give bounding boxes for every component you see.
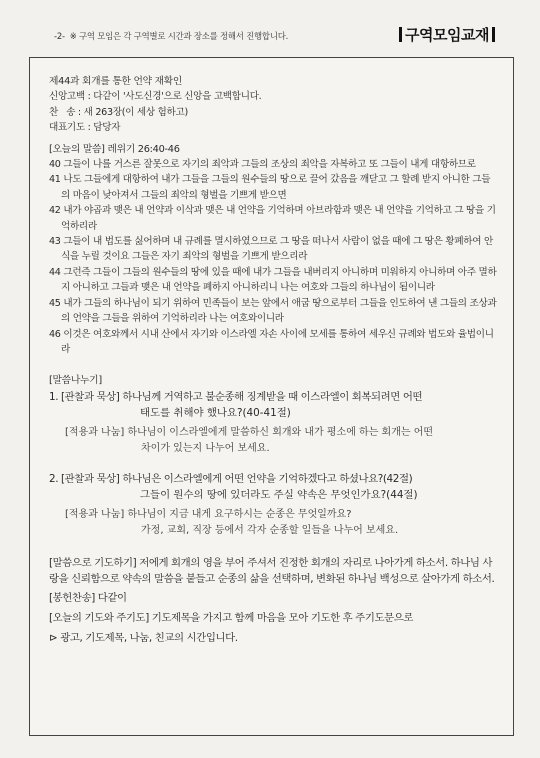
question-1-line1: 1. [관찰과 묵상] 하나님께 거역하고 불순종해 징계받을 때 이스라엘이 회복되려면 어떤 — [49, 390, 423, 403]
page-header — [26, 24, 516, 46]
verse: 43 그들이 내 법도를 싫어하며 내 규례를 멸시하였으므로 그 땅을 떠나서 사람이 없을 때에 그 땅은 황폐하여 안식을 누릴 것이요 그들은 자기 죄악의 형벌을 기쁘게 받으리라 — [49, 236, 493, 263]
apply-1-line2: 차이가 있는지 나누어 보세요. — [141, 442, 270, 454]
prayer-with-word: [말씀으로 기도하기] 저에게 회개의 영을 부어 주셔서 진정한 회개의 자리로 나아가게 하소서. 하나님 사랑을 신뢰함으로 약속의 말씀을 붙들고 순종의 삶을 선택하며, 변화된 하나님 백성으로 살아가게 하소서. — [49, 556, 495, 586]
hymn-line: 찬 송 : 새 263장(이 세상 험하고) — [49, 106, 188, 118]
header-title-wrap — [396, 24, 498, 45]
question-2-line1: 2. [관찰과 묵상] 하나님은 이스라엘에게 어떤 언약을 기억하겠다고 하셨나요?(42절) — [49, 472, 413, 485]
header-note: ※ 구역 모임은 각 구역별로 시간과 장소를 정해서 진행합니다. — [69, 31, 289, 41]
verse: 42 내가 야곱과 맺은 내 언약과 이삭과 맺은 내 언약을 기억하며 아브라함과 맺은 내 언약을 기억하고 그 땅을 기억하리라 — [49, 205, 496, 232]
verse: 44 그런즉 그들이 그들의 원수들의 땅에 있을 때에 내가 그들을 내버리지 아니하며 미워하지 아니하며 아주 멸하지 아니하고 그들과 맺은 내 언약을 폐하지 아니하리니 나는 여호와 그들의 하나님이 됨이니라 — [49, 266, 497, 294]
lesson-box — [29, 57, 514, 736]
offering-hymn: [봉헌찬송] 다같이 — [49, 591, 127, 604]
discussion-heading: [말씀나누기] — [49, 375, 102, 387]
lesson-content — [49, 74, 499, 647]
lesson-title: 제44과 회개를 통한 언약 재확인 — [49, 76, 183, 87]
apply-2-line1: [적용과 나눔] 하나님이 지금 내게 요구하시는 순종은 무엇일까요? — [65, 508, 352, 520]
scripture-heading: [오늘의 말씀] 레위기 26:40-46 — [49, 143, 180, 155]
verse: 41 나도 그들에게 대항하여 내가 그들을 그들의 원수들의 땅으로 끌어 갔음을 깨닫고 그 할례 받지 아니한 그들의 마음이 낮아져서 그들의 죄악의 형벌을 기쁘게 받으면 — [49, 174, 491, 201]
question-1-line2: 태도를 취해야 했나요?(40-41절) — [140, 406, 291, 419]
verse: 46 이것은 여호와께서 시내 산에서 자기와 이스라엘 자손 사이에 모세를 통하여 세우신 규례와 법도와 율법이니라 — [49, 328, 494, 355]
prayer-line: 대표기도 : 담당자 — [49, 122, 121, 134]
verse: 45 내가 그들의 하나님이 되기 위하여 민족들이 보는 앞에서 애굽 땅으로부터 그들을 인도하여 낸 그들의 조상과의 언약을 그들을 위하여 기억하리라 나는 여호와이니라 — [49, 297, 497, 325]
verse: 40 그들이 나를 거스른 잘못으로 자기의 죄악과 그들의 조상의 죄악을 자복하고 또 그들이 내게 대항하므로 — [49, 159, 476, 171]
announcements: ⊳ 광고, 기도제목, 나눔, 친교의 시간입니다. — [49, 632, 238, 645]
apply-2-line2: 가정, 교회, 직장 등에서 각자 순종할 일들을 나누어 보세요. — [141, 524, 399, 536]
title-bar-right — [492, 27, 495, 42]
header-title: 구역모임교재 — [405, 26, 489, 44]
question-2-line2: 그들이 원수의 땅에 있더라도 주실 약속은 무엇인가요?(44절) — [140, 488, 418, 501]
header-text — [54, 30, 288, 42]
apply-1-line1: [적용과 나눔] 하나님이 이스라엘에게 말씀하신 회개와 내가 평소에 하는 회개는 어떤 — [65, 426, 434, 438]
title-bar-left — [399, 27, 402, 42]
creed-line: 신앙고백 : 다같이 '사도신경'으로 신앙을 고백합니다. — [49, 91, 262, 103]
page-number: -2- — [54, 31, 65, 41]
lords-prayer: [오늘의 기도와 주기도] 기도제목을 가지고 함께 마음을 모아 기도한 후 주기도문으로 — [49, 611, 414, 624]
